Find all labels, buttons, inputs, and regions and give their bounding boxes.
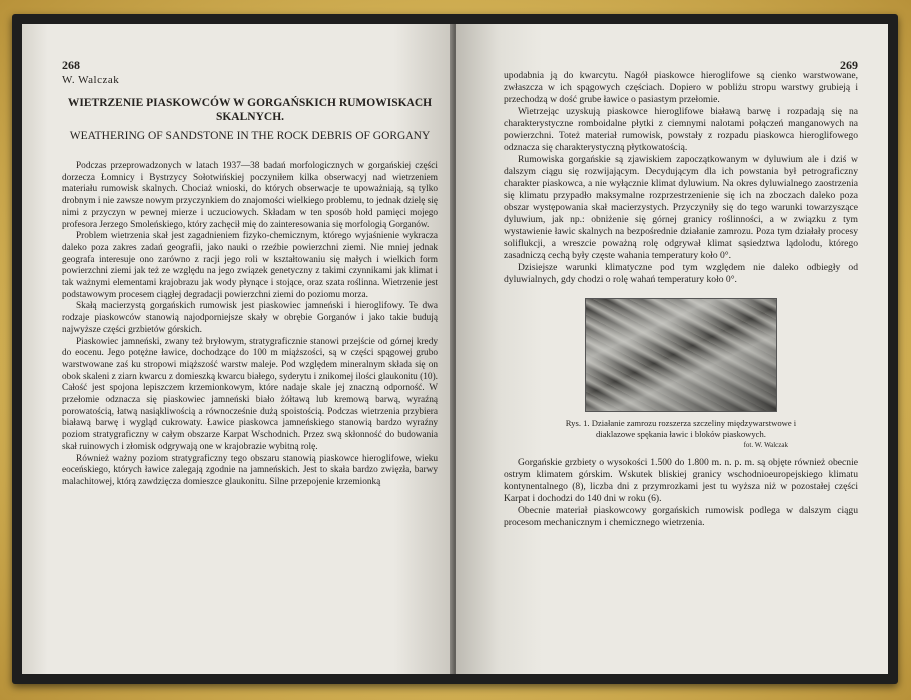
paragraph: Obecnie materiał piaskowcowy gorgańskich rumowisk podlega w dalszym ciągu procesom mechanicznym i chemicznego wietrzenia. [504, 505, 858, 528]
right-page [456, 24, 888, 674]
paragraph: Gorgańskie grzbiety o wysokości 1.500 do 1.800 m. n. p. m. są objęte również obecnie ostrym klimatem górskim. Wskutek bliskiej granicy wschodnioeuropejskiego klimatu kontynentalnego (8), liczba dni z przymrozkami jest tu wyższa niż w pozostałej części Karpat i dochodzi do 140 dni w roku (6). [504, 457, 858, 504]
paragraph: Rumowiska gorgańskie są zjawiskiem zapoczątkowanym w dyluwium ale i dziś w dalszym ciągu się rozwijającym. Decydującym dla ich powstania był petrograficzny charakter piaskowca, a nie wyłącznie klimat dyluwium. Na okres dyluwialnego zaostrzenia się klimatu przypadło maksymalne rozprzestrzenienie się ich na zboczach daleko poza obszar występowania skał macierzystych. Przyczyniły się do tego warunki towarzyszące dyluwium, jak np.: obniżenie się górnej granicy roślinności, a w związku z tym wystawienie ławic skalnych na bezpośrednie działanie zamrozu. Poza tym działały procesy soliflukcji, a wreszcie poważną rolę odgrywał klimat sąsiedztwa lądolodu, którego zasadniczą cechą były częste wahania temperatury koło 0°. [504, 154, 858, 261]
article-title-english: WEATHERING OF SANDSTONE IN THE ROCK DEBRIS OF GORGANY [69, 130, 431, 142]
paragraph: Wietrzejąc uzyskują piaskowce hieroglifowe białawą barwę i rozpadają się na charakterystyczne romboidalne płytki z ciemnymi nalotami połączeń manganowych na powierzchni. Toteż materiał rumowisk, powstały z rozpadu piaskowca hieroglifowego odznacza się charakterystyczną płytkowatością. [504, 106, 858, 153]
paragraph: Skałą macierzystą gorgańskich rumowisk jest piaskowiec jamneński i hieroglifowy. Te dwa rodzaje piaskowców stanowią najodporniejsze skały w obrębie Gorganów i jako takie budują najwyższe części grzbietów górskich. [62, 301, 438, 335]
book [12, 14, 898, 684]
paragraph: Piaskowiec jamneński, zwany też bryłowym, stratygraficznie stanowi przejście od górnej kredy do eocenu. Jego potężne ławice, dochodzące do 100 m miąższości, są w części spągowej grubo warstwowane zaś ku stropowi miąższość warstw maleje. Pod względem mineralnym składa się on obok skaleni z ziarn kwarcu z domieszką kwarcu białego, syderytu i znikomej ilości glaukonitu (10). Całość jest spojona lepiszczem krzemionkowym, które nadaje skale jej znaczną odporność. W przełomie odznacza się piaskowiec jamneński biało żółtawą lub kremową barwą, wyraźną porowatością, łatwą nasiąkliwością a równocześnie dużą spoistością. Podczas wietrzenia przybiera białawą barwę i wygląd cukrowaty. Ławice piaskowca jamneńskiego stanowią bardzo wyraźny poziom stratygraficzny w całym obszarze Karpat Wschodnich. Przez swą skłonność do budowania skał ruinowych i złomisk odgrywają one w krajobrazie wybitną rolę. [62, 336, 438, 452]
page-number: 269 [840, 58, 858, 72]
paragraph: Dzisiejsze warunki klimatyczne pod tym względem nie daleko odbiegły od dyluwialnych, gdy chodzi o rolę wahań temperatury koło 0°. [504, 262, 858, 285]
left-page [22, 24, 454, 674]
paragraph: Problem wietrzenia skał jest zagadnieniem fizyko-chemicznym, którego wyjaśnienie wykracza daleko poza zakres zadań geografii, jako nauki o rzeźbie powierzchni ziemi. Nie mniej jednak geografa interesuje ono zarówno z racji jego roli w kształtowaniu się małych i wielkich form powierzchni ziemi jak też ze względu na jego związek genetyczny z takimi czynnikami jak klimat i tak ważnymi elementami krajobrazu jak wody płynące i stojące, oraz szata roślinna. Wietrzenie jest podstawowym procesem ciągłej degradacji powierzchni ziemi do poziomu morza. [62, 231, 438, 300]
article-title-polish: WIETRZENIE PIASKOWCÓW W GORGAŃSKICH RUMOWISKACH SKALNYCH. [67, 97, 433, 123]
paragraph: upodabnia ją do kwarcytu. Nagół piaskowce hieroglifowe są cienko warstwowane, zwłaszcza w ich spągowych częściach. Dopiero w pobliżu stropu warstwy grubieją i przechodzą w dość grube ławice o pasiastym przełomie. [504, 70, 858, 105]
paragraph: Podczas przeprowadzonych w latach 1937—38 badań morfologicznych w gorgańskiej części dorzecza Łomnicy i Bystrzycy Sołotwińskiej poczyniłem kilka obserwacyj nad wietrzeniem materiału rumowisk skalnych. Chociaż wnioski, do których obserwacje te upoważniają, są tylko drobnym i nie zawsze nowym przyczynkiem do znajomości wielkiego problemu, to jednak dzielę się nimi z przyczyn w pewnej mierze i uczuciowych. Składam w ten sposób hołd pamięci mojego profesora Jerzego Smoleńskiego, który zachęcił mię do zainteresowania się morfologią Gorganów. [62, 161, 438, 230]
figure-caption: Rys. 1. Działanie zamrozu rozszerza szczeliny międzywarstwowe i diaklazowe spękania ławic i bloków piaskowych. [565, 418, 797, 439]
paragraph: Również ważny poziom stratygraficzny tego obszaru stanowią piaskowce hieroglifowe, wieku eoceńskiego, których ławice zalegają zgodnie na jamneńskich. Jest to skała bardzo zwięzła, barwy malachitowej, którą zawdzięcza domieszce glaukonitu. Silne przepojenie krzemionką [62, 453, 438, 487]
author: W. Walczak [62, 74, 120, 86]
figure [556, 298, 806, 449]
photo-credit: fot. W. Walczak [743, 441, 788, 449]
rock-photo [585, 298, 777, 412]
page-number: 268 [62, 58, 80, 72]
